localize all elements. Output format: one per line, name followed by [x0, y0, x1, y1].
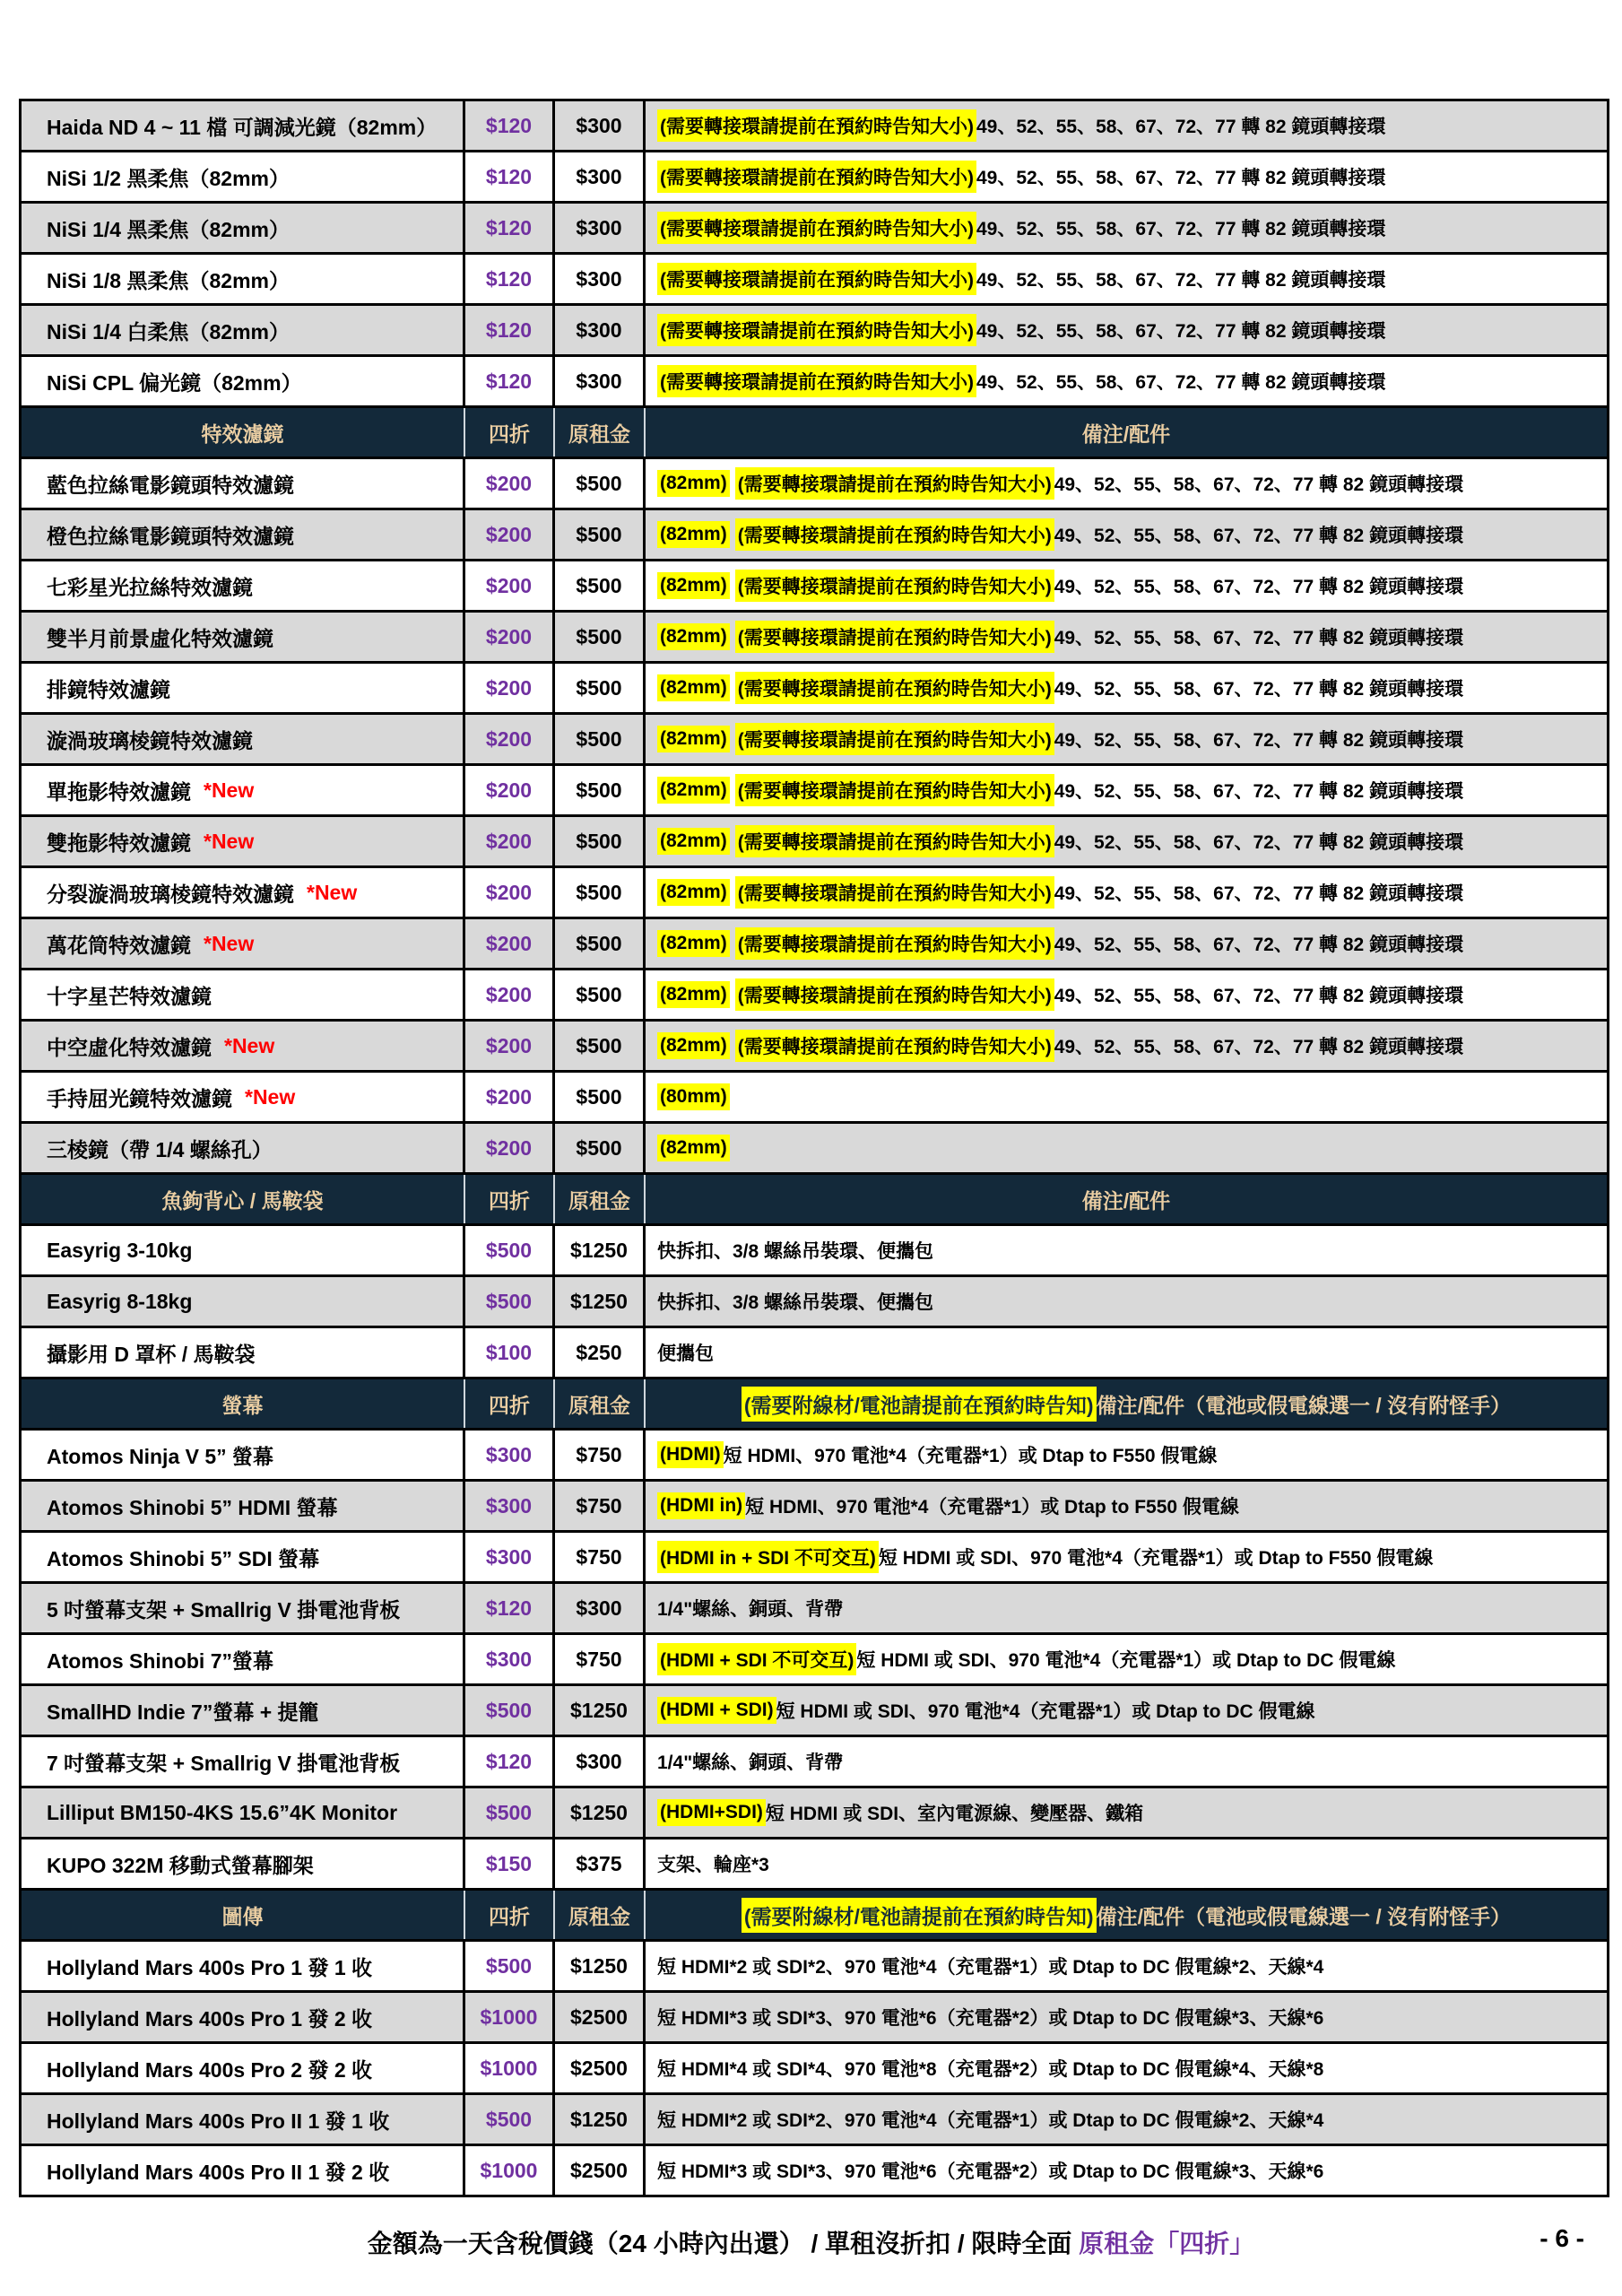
item-notes: [646, 868, 1607, 917]
table-row: [22, 613, 1607, 664]
note-text: 備注/配件: [1081, 422, 1171, 446]
original-price: $300: [555, 204, 646, 252]
item-notes: [646, 1942, 1607, 1990]
note-text: 49、52、55、58、67、72、77 轉 82 鏡頭轉接環: [976, 219, 1386, 239]
note-highlight: (需要轉接環請提前在預約時告知大小): [657, 314, 976, 346]
item-name: SmallHD Indie 7”螢幕 + 提籠: [22, 1686, 465, 1735]
original-price: $500: [555, 817, 646, 865]
item-notes: [646, 2044, 1607, 2092]
original-price: $300: [555, 1737, 646, 1786]
original-price: $2500: [555, 2146, 646, 2195]
discount-price: $200: [465, 561, 555, 610]
item-name: 藍色拉絲電影鏡頭特效濾鏡: [22, 459, 465, 508]
item-name: 攝影用 D 罩杯 / 馬鞍袋: [22, 1328, 465, 1377]
table-row: [22, 1022, 1607, 1073]
item-notes: [646, 1533, 1607, 1581]
item-name: 雙拖影特效濾鏡 *New: [22, 817, 465, 865]
item-notes: [646, 1839, 1607, 1888]
item-name: 手持屈光鏡特效濾鏡 *New: [22, 1073, 465, 1121]
discount-price: $120: [465, 357, 555, 405]
note-highlight: (需要轉接環請提前在預約時告知大小): [735, 570, 1054, 602]
original-price: $750: [555, 1533, 646, 1581]
table-row: [22, 152, 1607, 204]
note-text: 備注/配件: [1081, 1188, 1171, 1213]
table-row: [22, 357, 1607, 408]
note-highlight: (82mm): [657, 470, 730, 497]
table-row: [22, 1737, 1607, 1788]
discount-price: $300: [465, 1533, 555, 1581]
original-price: $1250: [555, 1226, 646, 1274]
item-name: Hollyland Mars 400s Pro 1 發 1 收: [22, 1942, 465, 1990]
item-name: Hollyland Mars 400s Pro II 1 發 1 收: [22, 2095, 465, 2144]
note-highlight: (82mm): [657, 623, 730, 650]
note-highlight: (需要轉接環請提前在預約時告知大小): [657, 212, 976, 244]
item-name: 排鏡特效濾鏡: [22, 664, 465, 712]
item-notes: [646, 561, 1607, 610]
original-price: $1250: [555, 1788, 646, 1837]
note-highlight: (需要轉接環請提前在預約時告知大小): [735, 518, 1054, 551]
note-text: 備注/配件（電池或假電線選一 / 沒有附怪手）: [1096, 1904, 1512, 1928]
table-row: [22, 1277, 1607, 1328]
original-price: $300: [555, 306, 646, 354]
note-text: 49、52、55、58、67、72、77 轉 82 鏡頭轉接環: [976, 270, 1386, 291]
item-name: 分裂漩渦玻璃棱鏡特效濾鏡 *New: [22, 868, 465, 917]
table-row: [22, 306, 1607, 357]
note-highlight: (需要轉接環請提前在預約時告知大小): [735, 1030, 1054, 1062]
item-notes: [646, 1788, 1607, 1837]
column-original-label: 原租金: [555, 1379, 646, 1428]
item-notes: [646, 1635, 1607, 1683]
table-row: [22, 1942, 1607, 1993]
note-text: 49、52、55、58、67、72、77 轉 82 鏡頭轉接環: [1054, 577, 1464, 597]
table-row: [22, 1431, 1607, 1482]
discount-price: $500: [465, 1277, 555, 1326]
column-notes-label: [646, 1175, 1607, 1223]
section-header-row: [22, 1891, 1607, 1942]
note-text: 短 HDMI*3 或 SDI*3、970 電池*6（充電器*2）或 Dtap to DC 假電線*3、天線*6: [657, 2008, 1324, 2029]
item-name: Atomos Shinobi 7”螢幕: [22, 1635, 465, 1683]
note-text: 短 HDMI*4 或 SDI*4、970 電池*8（充電器*2）或 Dtap to DC 假電線*4、天線*8: [657, 2059, 1324, 2080]
table-row: [22, 2146, 1607, 2195]
footer-discount-text: 原租金「四折」: [1079, 2230, 1255, 2257]
table-row: [22, 255, 1607, 306]
note-text: 49、52、55、58、67、72、77 轉 82 鏡頭轉接環: [976, 321, 1386, 342]
note-text: 49、52、55、58、67、72、77 轉 82 鏡頭轉接環: [1054, 935, 1464, 955]
table-row: [22, 868, 1607, 919]
note-highlight: (需要附線材/電池請提前在預約時告知): [742, 1898, 1097, 1933]
original-price: $500: [555, 1022, 646, 1070]
item-notes: [646, 1226, 1607, 1274]
table-row: [22, 2044, 1607, 2095]
column-notes-label: [646, 1379, 1607, 1428]
original-price: $750: [555, 1482, 646, 1530]
item-name: 中空虛化特效濾鏡 *New: [22, 1022, 465, 1070]
note-text: 短 HDMI 或 SDI、970 電池*4（充電器*1）或 Dtap to F550 假電線: [878, 1548, 1434, 1569]
item-notes: [646, 152, 1607, 201]
new-badge: *New: [204, 829, 255, 853]
note-text: 49、52、55、58、67、72、77 轉 82 鏡頭轉接環: [1054, 1037, 1464, 1057]
item-name: 雙半月前景虛化特效濾鏡: [22, 613, 465, 661]
note-highlight: (82mm): [657, 879, 730, 906]
item-name: 單拖影特效濾鏡 *New: [22, 766, 465, 814]
original-price: $500: [555, 613, 646, 661]
note-text: 49、52、55、58、67、72、77 轉 82 鏡頭轉接環: [1054, 986, 1464, 1006]
note-text: 短 HDMI 或 SDI、室內電源線、變壓器、鐵箱: [765, 1804, 1144, 1824]
note-text: 短 HDMI、970 電池*4（充電器*1）或 Dtap to F550 假電線: [745, 1497, 1239, 1518]
note-text: 49、52、55、58、67、72、77 轉 82 鏡頭轉接環: [1054, 730, 1464, 751]
column-discount-label: 四折: [465, 408, 555, 457]
column-notes-label: [646, 1891, 1607, 1939]
note-highlight: (HDMI in): [657, 1492, 745, 1519]
note-text: 短 HDMI*2 或 SDI*2、970 電池*4（充電器*1）或 Dtap to DC 假電線*2、天線*4: [657, 1957, 1324, 1978]
table-row: [22, 1328, 1607, 1379]
item-notes: [646, 1124, 1607, 1172]
column-notes-label: [646, 408, 1607, 457]
note-highlight: (82mm): [657, 930, 730, 957]
table-row: [22, 766, 1607, 817]
discount-price: $200: [465, 970, 555, 1019]
note-highlight: (需要轉接環請提前在預約時告知大小): [735, 467, 1054, 500]
footer-note-text: 金額為一天含稅價錢（24 小時內出還） / 單租沒折扣 / 限時全面: [367, 2230, 1080, 2257]
item-notes: [646, 1022, 1607, 1070]
table-row: [22, 1993, 1607, 2044]
item-notes: [646, 1993, 1607, 2041]
page-number: - 6 -: [1540, 2224, 1584, 2252]
item-notes: [646, 613, 1607, 661]
note-text: 49、52、55、58、67、72、77 轉 82 鏡頭轉接環: [1054, 526, 1464, 546]
discount-price: $200: [465, 868, 555, 917]
discount-price: $120: [465, 1584, 555, 1632]
table-row: [22, 970, 1607, 1022]
item-notes: [646, 1073, 1607, 1121]
item-notes: [646, 255, 1607, 303]
table-row: [22, 1584, 1607, 1635]
item-name: Atomos Ninja V 5” 螢幕: [22, 1431, 465, 1479]
new-badge: *New: [245, 1084, 296, 1109]
discount-price: $120: [465, 152, 555, 201]
item-name: 7 吋螢幕支架 + Smallrig V 掛電池背板: [22, 1737, 465, 1786]
table-row: [22, 1226, 1607, 1277]
discount-price: $200: [465, 817, 555, 865]
original-price: $500: [555, 919, 646, 968]
table-row: [22, 817, 1607, 868]
original-price: $300: [555, 101, 646, 150]
table-row: [22, 510, 1607, 561]
item-name: NiSi 1/2 黑柔焦（82mm）: [22, 152, 465, 201]
note-highlight: (需要附線材/電池請提前在預約時告知): [742, 1387, 1097, 1422]
note-text: 49、52、55、58、67、72、77 轉 82 鏡頭轉接環: [1054, 628, 1464, 648]
note-highlight: (HDMI+SDI): [657, 1799, 766, 1826]
new-badge: *New: [224, 1033, 275, 1057]
discount-price: $300: [465, 1431, 555, 1479]
table-row: [22, 204, 1607, 255]
item-notes: [646, 715, 1607, 763]
note-text: 短 HDMI*3 或 SDI*3、970 電池*6（充電器*2）或 Dtap to DC 假電線*3、天線*6: [657, 2161, 1324, 2182]
column-original-label: 原租金: [555, 1891, 646, 1939]
discount-price: $200: [465, 919, 555, 968]
original-price: $1250: [555, 1686, 646, 1735]
item-name: KUPO 322M 移動式螢幕腳架: [22, 1839, 465, 1888]
original-price: $500: [555, 510, 646, 559]
item-name: Hollyland Mars 400s Pro 2 發 2 收: [22, 2044, 465, 2092]
note-highlight: (82mm): [657, 674, 730, 701]
original-price: $300: [555, 357, 646, 405]
note-highlight: (HDMI in + SDI 不可交互): [657, 1541, 879, 1573]
discount-price: $120: [465, 101, 555, 150]
new-badge: *New: [204, 778, 255, 802]
item-notes: [646, 459, 1607, 508]
original-price: $250: [555, 1328, 646, 1377]
item-notes: [646, 357, 1607, 405]
item-name: 十字星芒特效濾鏡: [22, 970, 465, 1019]
discount-price: $200: [465, 1073, 555, 1121]
note-text: 1/4"螺絲、銅頭、背帶: [657, 1599, 844, 1620]
note-highlight: (需要轉接環請提前在預約時告知大小): [657, 365, 976, 397]
note-highlight: (82mm): [657, 521, 730, 548]
discount-price: $300: [465, 1482, 555, 1530]
discount-price: $500: [465, 1226, 555, 1274]
discount-price: $120: [465, 204, 555, 252]
discount-price: $200: [465, 1124, 555, 1172]
section-header-row: [22, 1175, 1607, 1226]
item-notes: [646, 1277, 1607, 1326]
discount-price: $1000: [465, 2146, 555, 2195]
note-highlight: (需要轉接環請提前在預約時告知大小): [735, 621, 1054, 653]
item-notes: [646, 766, 1607, 814]
note-highlight: (需要轉接環請提前在預約時告知大小): [657, 263, 976, 295]
note-text: 49、52、55、58、67、72、77 轉 82 鏡頭轉接環: [976, 117, 1386, 137]
item-name: Lilliput BM150-4KS 15.6”4K Monitor: [22, 1788, 465, 1837]
discount-price: $200: [465, 766, 555, 814]
original-price: $500: [555, 868, 646, 917]
note-text: 快拆扣、3/8 螺絲吊裝環、便攜包: [657, 1292, 934, 1313]
discount-price: $500: [465, 1942, 555, 1990]
item-notes: [646, 664, 1607, 712]
table-row: [22, 1073, 1607, 1124]
item-name: Atomos Shinobi 5” HDMI 螢幕: [22, 1482, 465, 1530]
discount-price: $200: [465, 613, 555, 661]
rental-price-table: [19, 99, 1609, 2197]
note-text: 49、52、55、58、67、72、77 轉 82 鏡頭轉接環: [1054, 781, 1464, 802]
discount-price: $120: [465, 1737, 555, 1786]
note-text: 短 HDMI*2 或 SDI*2、970 電池*4（充電器*1）或 Dtap to DC 假電線*2、天線*4: [657, 2110, 1324, 2131]
table-row: [22, 919, 1607, 970]
item-name: NiSi 1/8 黑柔焦（82mm）: [22, 255, 465, 303]
item-notes: [646, 919, 1607, 968]
column-original-label: 原租金: [555, 1175, 646, 1223]
original-price: $375: [555, 1839, 646, 1888]
item-name: Hollyland Mars 400s Pro 1 發 2 收: [22, 1993, 465, 2041]
item-notes: [646, 306, 1607, 354]
item-name: NiSi 1/4 白柔焦（82mm）: [22, 306, 465, 354]
note-highlight: (82mm): [657, 1135, 730, 1161]
original-price: $300: [555, 255, 646, 303]
note-highlight: (需要轉接環請提前在預約時告知大小): [735, 774, 1054, 806]
item-name: 七彩星光拉絲特效濾鏡: [22, 561, 465, 610]
section-title: 特效濾鏡: [22, 408, 465, 457]
note-highlight: (HDMI + SDI): [657, 1697, 776, 1724]
discount-price: $500: [465, 2095, 555, 2144]
original-price: $300: [555, 152, 646, 201]
note-highlight: (82mm): [657, 1032, 730, 1059]
original-price: $2500: [555, 2044, 646, 2092]
table-row: [22, 101, 1607, 152]
original-price: $500: [555, 970, 646, 1019]
note-text: 49、52、55、58、67、72、77 轉 82 鏡頭轉接環: [1054, 883, 1464, 904]
table-row: [22, 2095, 1607, 2146]
note-text: 支架、輪座*3: [657, 1855, 769, 1875]
note-highlight: (80mm): [657, 1083, 730, 1110]
original-price: $500: [555, 715, 646, 763]
item-notes: [646, 1737, 1607, 1786]
item-name: Easyrig 3-10kg: [22, 1226, 465, 1274]
note-highlight: (HDMI + SDI 不可交互): [657, 1643, 856, 1675]
note-text: 49、52、55、58、67、72、77 轉 82 鏡頭轉接環: [976, 372, 1386, 393]
original-price: $1250: [555, 2095, 646, 2144]
note-text: 短 HDMI 或 SDI、970 電池*4（充電器*1）或 Dtap to DC 假電線: [776, 1701, 1315, 1722]
discount-price: $200: [465, 1022, 555, 1070]
original-price: $500: [555, 664, 646, 712]
note-text: 備注/配件（電池或假電線選一 / 沒有附怪手）: [1096, 1393, 1512, 1417]
note-highlight: (需要轉接環請提前在預約時告知大小): [735, 672, 1054, 704]
item-name: 萬花筒特效濾鏡 *New: [22, 919, 465, 968]
section-header-row: [22, 1379, 1607, 1431]
original-price: $750: [555, 1635, 646, 1683]
table-row: [22, 459, 1607, 510]
discount-price: $300: [465, 1635, 555, 1683]
discount-price: $120: [465, 306, 555, 354]
note-highlight: (82mm): [657, 726, 730, 752]
section-title: 圖傳: [22, 1891, 465, 1939]
note-highlight: (需要轉接環請提前在預約時告知大小): [735, 927, 1054, 960]
discount-price: $200: [465, 715, 555, 763]
item-name: NiSi CPL 偏光鏡（82mm）: [22, 357, 465, 405]
original-price: $500: [555, 561, 646, 610]
discount-price: $120: [465, 255, 555, 303]
original-price: $500: [555, 1073, 646, 1121]
item-notes: [646, 1686, 1607, 1735]
note-text: 49、52、55、58、67、72、77 轉 82 鏡頭轉接環: [1054, 679, 1464, 700]
item-name: 5 吋螢幕支架 + Smallrig V 掛電池背板: [22, 1584, 465, 1632]
discount-price: $500: [465, 1788, 555, 1837]
discount-price: $200: [465, 664, 555, 712]
footer-note: [0, 2224, 1622, 2260]
table-row: [22, 1788, 1607, 1839]
note-highlight: (需要轉接環請提前在預約時告知大小): [735, 978, 1054, 1011]
note-text: 49、52、55、58、67、72、77 轉 82 鏡頭轉接環: [976, 168, 1386, 188]
item-notes: [646, 1584, 1607, 1632]
item-notes: [646, 2146, 1607, 2195]
original-price: $500: [555, 1124, 646, 1172]
new-badge: *New: [204, 931, 255, 955]
discount-price: $200: [465, 459, 555, 508]
discount-price: $150: [465, 1839, 555, 1888]
column-discount-label: 四折: [465, 1379, 555, 1428]
note-text: 便攜包: [657, 1344, 714, 1364]
original-price: $300: [555, 1584, 646, 1632]
item-notes: [646, 2095, 1607, 2144]
table-row: [22, 664, 1607, 715]
note-highlight: (82mm): [657, 981, 730, 1008]
item-name: Hollyland Mars 400s Pro II 1 發 2 收: [22, 2146, 465, 2195]
item-name: 橙色拉絲電影鏡頭特效濾鏡: [22, 510, 465, 559]
discount-price: $200: [465, 510, 555, 559]
note-highlight: (需要轉接環請提前在預約時告知大小): [657, 161, 976, 193]
note-text: 49、52、55、58、67、72、77 轉 82 鏡頭轉接環: [1054, 474, 1464, 495]
item-name: Easyrig 8-18kg: [22, 1277, 465, 1326]
discount-price: $1000: [465, 1993, 555, 2041]
note-highlight: (82mm): [657, 572, 730, 599]
original-price: $2500: [555, 1993, 646, 2041]
table-row: [22, 1124, 1607, 1175]
original-price: $750: [555, 1431, 646, 1479]
note-text: 快拆扣、3/8 螺絲吊裝環、便攜包: [657, 1241, 934, 1262]
item-name: 漩渦玻璃棱鏡特效濾鏡: [22, 715, 465, 763]
note-highlight: (82mm): [657, 777, 730, 804]
item-notes: [646, 510, 1607, 559]
original-price: $500: [555, 766, 646, 814]
note-highlight: (需要轉接環請提前在預約時告知大小): [735, 876, 1054, 909]
table-row: [22, 715, 1607, 766]
item-name: Atomos Shinobi 5” SDI 螢幕: [22, 1533, 465, 1581]
column-discount-label: 四折: [465, 1175, 555, 1223]
table-row: [22, 1839, 1607, 1891]
note-text: 49、52、55、58、67、72、77 轉 82 鏡頭轉接環: [1054, 832, 1464, 853]
table-row: [22, 1686, 1607, 1737]
note-text: 短 HDMI、970 電池*4（充電器*1）或 Dtap to F550 假電線: [723, 1446, 1218, 1466]
column-original-label: 原租金: [555, 408, 646, 457]
section-header-row: [22, 408, 1607, 459]
item-notes: [646, 101, 1607, 150]
item-name: Haida ND 4 ~ 11 檔 可調減光鏡（82mm）: [22, 101, 465, 150]
table-row: [22, 561, 1607, 613]
item-notes: [646, 1482, 1607, 1530]
item-notes: [646, 970, 1607, 1019]
original-price: $1250: [555, 1277, 646, 1326]
table-row: [22, 1482, 1607, 1533]
discount-price: $100: [465, 1328, 555, 1377]
note-highlight: (需要轉接環請提前在預約時告知大小): [735, 723, 1054, 755]
note-highlight: (82mm): [657, 828, 730, 855]
item-name: 三棱鏡（帶 1/4 螺絲孔）: [22, 1124, 465, 1172]
section-title: 螢幕: [22, 1379, 465, 1428]
table-row: [22, 1533, 1607, 1584]
original-price: $500: [555, 459, 646, 508]
section-title: 魚鉤背心 / 馬鞍袋: [22, 1175, 465, 1223]
item-notes: [646, 1431, 1607, 1479]
note-text: 1/4"螺絲、銅頭、背帶: [657, 1752, 844, 1773]
discount-price: $500: [465, 1686, 555, 1735]
item-notes: [646, 204, 1607, 252]
item-name: NiSi 1/4 黑柔焦（82mm）: [22, 204, 465, 252]
discount-price: $1000: [465, 2044, 555, 2092]
note-text: 短 HDMI 或 SDI、970 電池*4（充電器*1）或 Dtap to DC 假電線: [856, 1650, 1396, 1671]
table-row: [22, 1635, 1607, 1686]
note-highlight: (HDMI): [657, 1441, 724, 1468]
column-discount-label: 四折: [465, 1891, 555, 1939]
note-highlight: (需要轉接環請提前在預約時告知大小): [735, 825, 1054, 857]
original-price: $1250: [555, 1942, 646, 1990]
item-notes: [646, 1328, 1607, 1377]
new-badge: *New: [307, 880, 358, 904]
note-highlight: (需要轉接環請提前在預約時告知大小): [657, 109, 976, 142]
item-notes: [646, 817, 1607, 865]
